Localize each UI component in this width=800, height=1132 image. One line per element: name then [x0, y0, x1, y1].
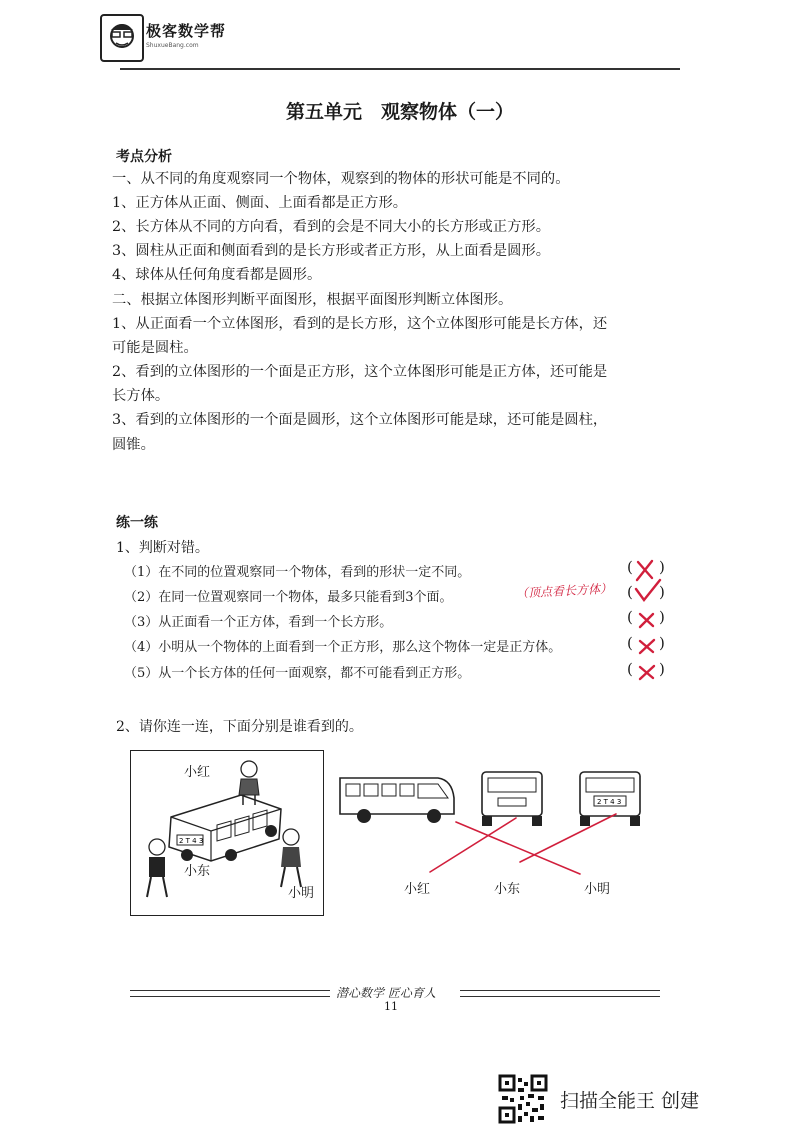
qr-code-icon: [498, 1074, 548, 1124]
question-1-title: 1、判断对错。: [116, 540, 209, 556]
brand-subtitle: ShuxueBang.com: [146, 42, 199, 49]
analysis-line: 圆锥。: [112, 437, 155, 453]
handwritten-note: （顶点看长方体）: [515, 581, 613, 601]
analysis-heading: 考点分析: [116, 149, 172, 165]
scene-label-right: 小明: [288, 886, 315, 901]
judgement-item-1: （1）在不同的位置观察同一个物体，看到的形状一定不同。: [124, 565, 471, 580]
analysis-line: 3、看到的立体图形的一个面是圆形，这个立体图形可能是球，还可能是圆柱，: [112, 412, 608, 428]
name-label-2: 小东: [494, 882, 521, 897]
analysis-line: 1、从正面看一个立体图形，看到的是长方形，这个立体图形可能是长方体，还: [112, 316, 608, 332]
footer-rule-left: [130, 990, 330, 991]
scene-label-left: 小东: [184, 864, 211, 879]
judgement-item-5: （5）从一个长方体的任何一面观察，都不可能看到正方形。: [124, 666, 471, 681]
judgement-item-3: （3）从正面看一个正方体，看到一个长方形。: [124, 615, 393, 630]
analysis-line: 可能是圆柱。: [112, 340, 198, 356]
judgement-item-2: （2）在同一位置观察同一个物体，最多只能看到3个面。: [124, 590, 453, 605]
footer-motto: 潜心数学 匠心育人: [336, 986, 436, 1000]
rear-plate-text: 2 T 4 3: [597, 798, 622, 806]
plate-text: 2 T 4 3: [179, 837, 204, 845]
analysis-line: 二、根据立体图形判断平面图形，根据平面图形判断立体图形。: [112, 292, 513, 308]
page-number: 11: [384, 1000, 398, 1013]
brand-name: 极客数学帮: [146, 22, 227, 40]
question-2-title: 2、请你连一连，下面分别是谁看到的。: [116, 719, 363, 735]
page-title: 第五单元 观察物体（一）: [285, 101, 514, 123]
analysis-line: 3、圆柱从正面和侧面看到的是长方形或者正方形，从上面看是圆形。: [112, 243, 550, 259]
scene-label-top: 小红: [184, 765, 211, 780]
scanner-label: 扫描全能王 创建: [560, 1090, 700, 1112]
footer-rule-right: [460, 990, 660, 991]
analysis-line: 4、球体从任何角度看都是圆形。: [112, 267, 322, 283]
analysis-line: 2、长方体从不同的方向看，看到的会是不同大小的长方形或正方形。: [112, 219, 550, 235]
judgement-item-4: （4）小明从一个物体的上面看到一个正方形，那么这个物体一定是正方体。: [124, 640, 562, 655]
analysis-line: 2、看到的立体图形的一个面是正方形，这个立体图形可能是正方体，还可能是: [112, 364, 608, 380]
practice-heading: 练一练: [116, 515, 158, 531]
name-label-3: 小明: [584, 882, 611, 897]
name-label-1: 小红: [404, 882, 431, 897]
analysis-line: 1、正方体从正面、侧面、上面看都是正方形。: [112, 195, 408, 211]
analysis-line: 一、从不同的角度观察同一个物体，观察到的物体的形状可能是不同的。: [112, 171, 570, 187]
analysis-line: 长方体。: [112, 388, 170, 404]
